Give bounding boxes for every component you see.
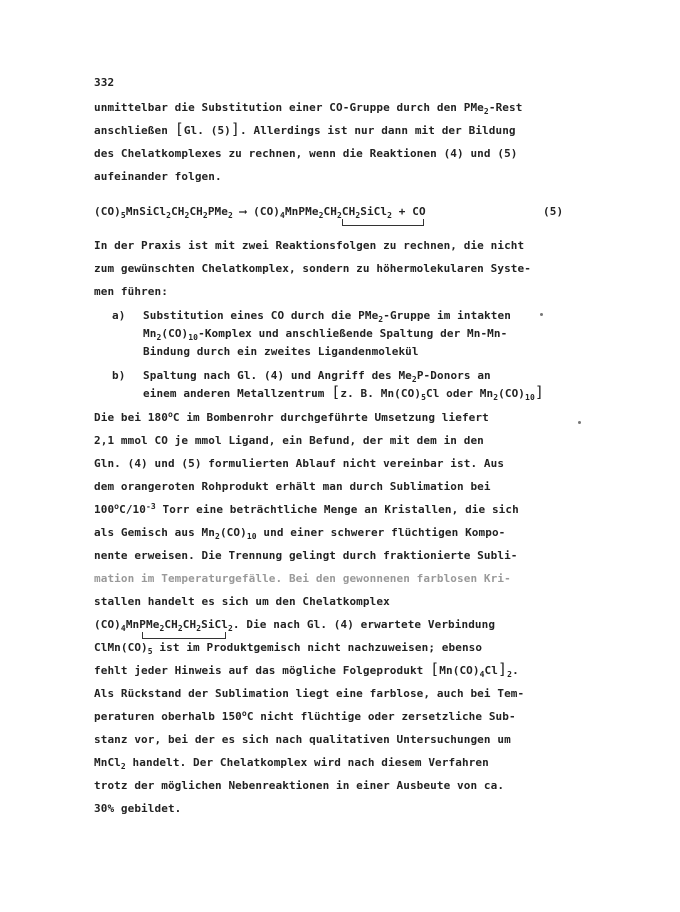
reaction-arrow: ⟶ bbox=[239, 205, 247, 218]
text-line: peraturen oberhalb 150$^o$C nicht flüchtige oder zersetzliche Sub- bbox=[94, 709, 516, 723]
text-line: trotz der möglichen Nebenreaktionen in einer Ausbeute von ca. bbox=[94, 779, 505, 792]
text-line: $(CO)_4MnPMe_2CH_2CH_2SiCl_2$. Die nach Gl. (4) erwartete Verbindung bbox=[94, 618, 496, 633]
text-line: $ClMn(CO)_5$ ist im Produktgemisch nicht nachzuweisen; ebenso bbox=[94, 641, 483, 656]
scan-speck bbox=[540, 313, 543, 316]
chelate-ring-bracket bbox=[342, 219, 424, 226]
list-marker: a) bbox=[112, 309, 126, 322]
scan-speck bbox=[578, 421, 581, 424]
text-line: Gln. (4) und (5) formulierten Ablauf nicht vereinbar ist. Aus bbox=[94, 457, 505, 470]
text-line: men führen: bbox=[94, 285, 168, 298]
text-line: 30% gebildet. bbox=[94, 802, 182, 815]
text-line: fehlt jeder Hinweis auf das mögliche Folgeprodukt $[Mn(CO)_4Cl]_2$. bbox=[94, 660, 519, 679]
text-line: stallen handelt es sich um den Chelatkomplex bbox=[94, 595, 390, 608]
text-line: nente erweisen. Die Trennung gelingt durch fraktionierte Subli- bbox=[94, 549, 518, 562]
text-line: als Gemisch aus $Mn_2(CO)_{10}$ und einer schwerer flüchtigen Kompo- bbox=[94, 526, 506, 541]
list-marker: b) bbox=[112, 369, 126, 382]
list-item-line: $Mn_2(CO)_{10}$-Komplex und anschließende Spaltung der Mn-Mn- bbox=[143, 327, 508, 342]
chemical-equation: $(CO)_5MnSiCl_2CH_2CH_2PMe_2$ ⟶ $(CO)_4MnPMe_2CH_2CH_2SiCl_2$ + CO bbox=[94, 205, 426, 220]
text-line: zum gewünschten Chelatkomplex, sondern zu höhermolekularen Syste- bbox=[94, 262, 531, 275]
text-line: stanz vor, bei der es sich nach qualitativen Untersuchungen um bbox=[94, 733, 511, 746]
chelate-ring-bracket bbox=[142, 632, 226, 639]
list-item-line: Spaltung nach Gl. (4) und Angriff des $Me_2P$-Donors an bbox=[143, 369, 491, 384]
text-line: Als Rückstand der Sublimation liegt eine farblose, auch bei Tem- bbox=[94, 687, 525, 700]
text-line: $100^oC/10^{-3}$ Torr eine beträchtliche Menge an Kristallen, die sich bbox=[94, 502, 519, 516]
text-line: dem orangeroten Rohprodukt erhält man durch Sublimation bei bbox=[94, 480, 491, 493]
text-line: MnCl$_2$ handelt. Der Chelatkomplex wird nach diesem Verfahren bbox=[94, 756, 489, 771]
text-line: anschließen [Gl. (5)]. Allerdings ist nur dann mit der Bildung bbox=[94, 120, 516, 138]
list-item-line: Bindung durch ein zweites Ligandenmolekül bbox=[143, 345, 419, 358]
text-line: Die bei 180$^o$C im Bombenrohr durchgeführte Umsetzung liefert bbox=[94, 410, 489, 424]
page-number: 332 bbox=[94, 76, 115, 89]
list-item-line: Substitution eines CO durch die PMe$_2$-Gruppe im intakten bbox=[143, 309, 511, 324]
text-line: In der Praxis ist mit zwei Reaktionsfolgen zu rechnen, die nicht bbox=[94, 239, 525, 252]
list-item-line: einem anderen Metallzentrum [z. B. $Mn(CO)_5Cl$ oder $Mn_2(CO)_{10}$] bbox=[143, 383, 545, 402]
text-line: 2,1 mmol CO je mmol Ligand, ein Befund, der mit dem in den bbox=[94, 434, 484, 447]
text-line: unmittelbar die Substitution einer CO-Gruppe durch den PMe$_2$-Rest bbox=[94, 101, 523, 116]
text-line: aufeinander folgen. bbox=[94, 170, 222, 183]
text-line: mation im Temperaturgefälle. Bei den gewonnenen farblosen Kri- bbox=[94, 572, 511, 585]
equation-number: (5) bbox=[543, 205, 564, 218]
text-line: des Chelatkomplexes zu rechnen, wenn die Reaktionen (4) und (5) bbox=[94, 147, 518, 160]
